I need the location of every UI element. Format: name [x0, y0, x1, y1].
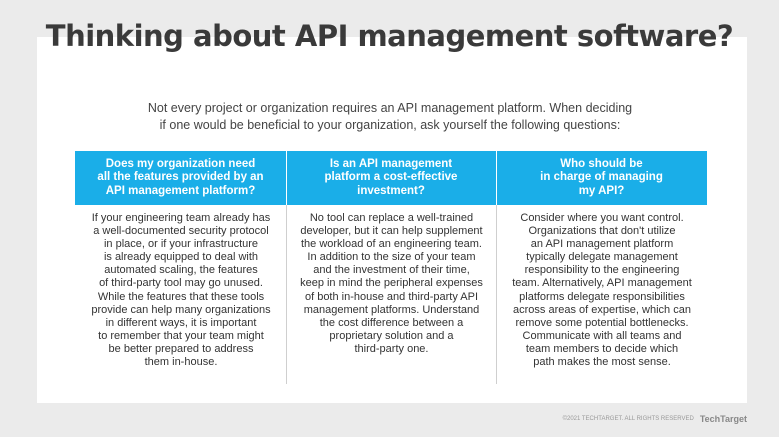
header-divider — [496, 151, 497, 205]
body-line: of both in-house and third-party API — [304, 290, 479, 303]
body-line: Consider where you want control. — [520, 212, 684, 224]
body-line: in different ways, it is important — [105, 316, 257, 329]
body-line: platforms delegate responsibilities — [519, 290, 685, 303]
intro-line: if one would be beneficial to your organization, ask yourself the following questions: — [159, 118, 621, 132]
body-line: automated scaling, the features — [104, 264, 258, 277]
body-line: and the investment of their time, — [313, 264, 470, 277]
footer-logo — [563, 414, 747, 424]
heading-line: API management platform? — [105, 184, 256, 197]
body-line: in place, or if your infrastructure — [103, 238, 259, 251]
column-heading-cost — [286, 151, 496, 205]
intro-line: Not every project or organization requires an API management platform. When deciding — [147, 101, 633, 115]
column-body-features — [76, 212, 286, 369]
body-line: developer, but it can help supplement — [300, 225, 483, 238]
heading-line: investment? — [357, 184, 425, 197]
body-line: responsibility to the engineering — [524, 264, 680, 277]
body-line: a well-documented security protocol — [93, 225, 269, 238]
body-line: If your engineering team already has — [91, 212, 271, 224]
body-line: Organizations that don't utilize — [528, 225, 676, 238]
header-divider — [286, 151, 287, 205]
body-line: path makes the most sense. — [533, 356, 671, 369]
body-line: team. Alternatively, API management — [512, 277, 692, 290]
body-line: team members to decide which — [525, 342, 679, 355]
heading-line: in charge of managing — [540, 171, 663, 184]
body-line: proprietary solution and a — [329, 329, 454, 342]
heading-line: Who should be — [560, 157, 643, 170]
intro-text — [60, 100, 720, 134]
body-line: Communicate with all teams and — [522, 329, 682, 342]
heading-line: platform a cost-effective — [324, 171, 458, 184]
body-line: In addition to the size of your team — [307, 251, 476, 264]
copyright-text: ©2021 TECHTARGET. ALL RIGHTS RESERVED — [562, 416, 694, 422]
body-line: across areas of expertise, which can — [513, 303, 691, 316]
column-heading-features — [75, 151, 286, 205]
body-line: is already equipped to deal with — [103, 251, 259, 264]
body-line: No tool can replace a well-trained — [309, 212, 474, 224]
heading-line: all the features provided by an — [97, 171, 264, 184]
body-line: management platforms. Understand — [303, 303, 480, 316]
page-title: Thinking about API management software? — [45, 19, 734, 53]
body-line: remove some potential bottlenecks. — [515, 316, 689, 329]
heading-line: Does my organization need — [105, 157, 256, 170]
heading-line: Is an API management — [329, 157, 453, 170]
body-line: provide can help many organizations — [91, 303, 271, 316]
body-line: the workload of an engineering team. — [300, 238, 482, 251]
column-heading-ownership — [496, 151, 707, 205]
body-line: typically delegate management — [526, 251, 678, 264]
body-line: While the features that these tools — [97, 290, 265, 303]
body-line: the cost difference between a — [319, 316, 464, 329]
body-line: an API management platform — [530, 238, 674, 251]
body-line: them in-house. — [144, 356, 218, 369]
column-body-cost — [287, 212, 496, 356]
brand-name: TechTarget — [699, 414, 747, 424]
body-line: be better prepared to address — [108, 342, 254, 355]
body-line: third-party one. — [354, 342, 429, 355]
body-line: keep in mind the peripheral expenses — [300, 277, 483, 290]
heading-line: my API? — [578, 184, 625, 197]
body-line: of third-party tool may go unused. — [99, 277, 263, 290]
column-body-ownership — [497, 212, 707, 369]
body-line: to remember that your team might — [98, 329, 264, 342]
